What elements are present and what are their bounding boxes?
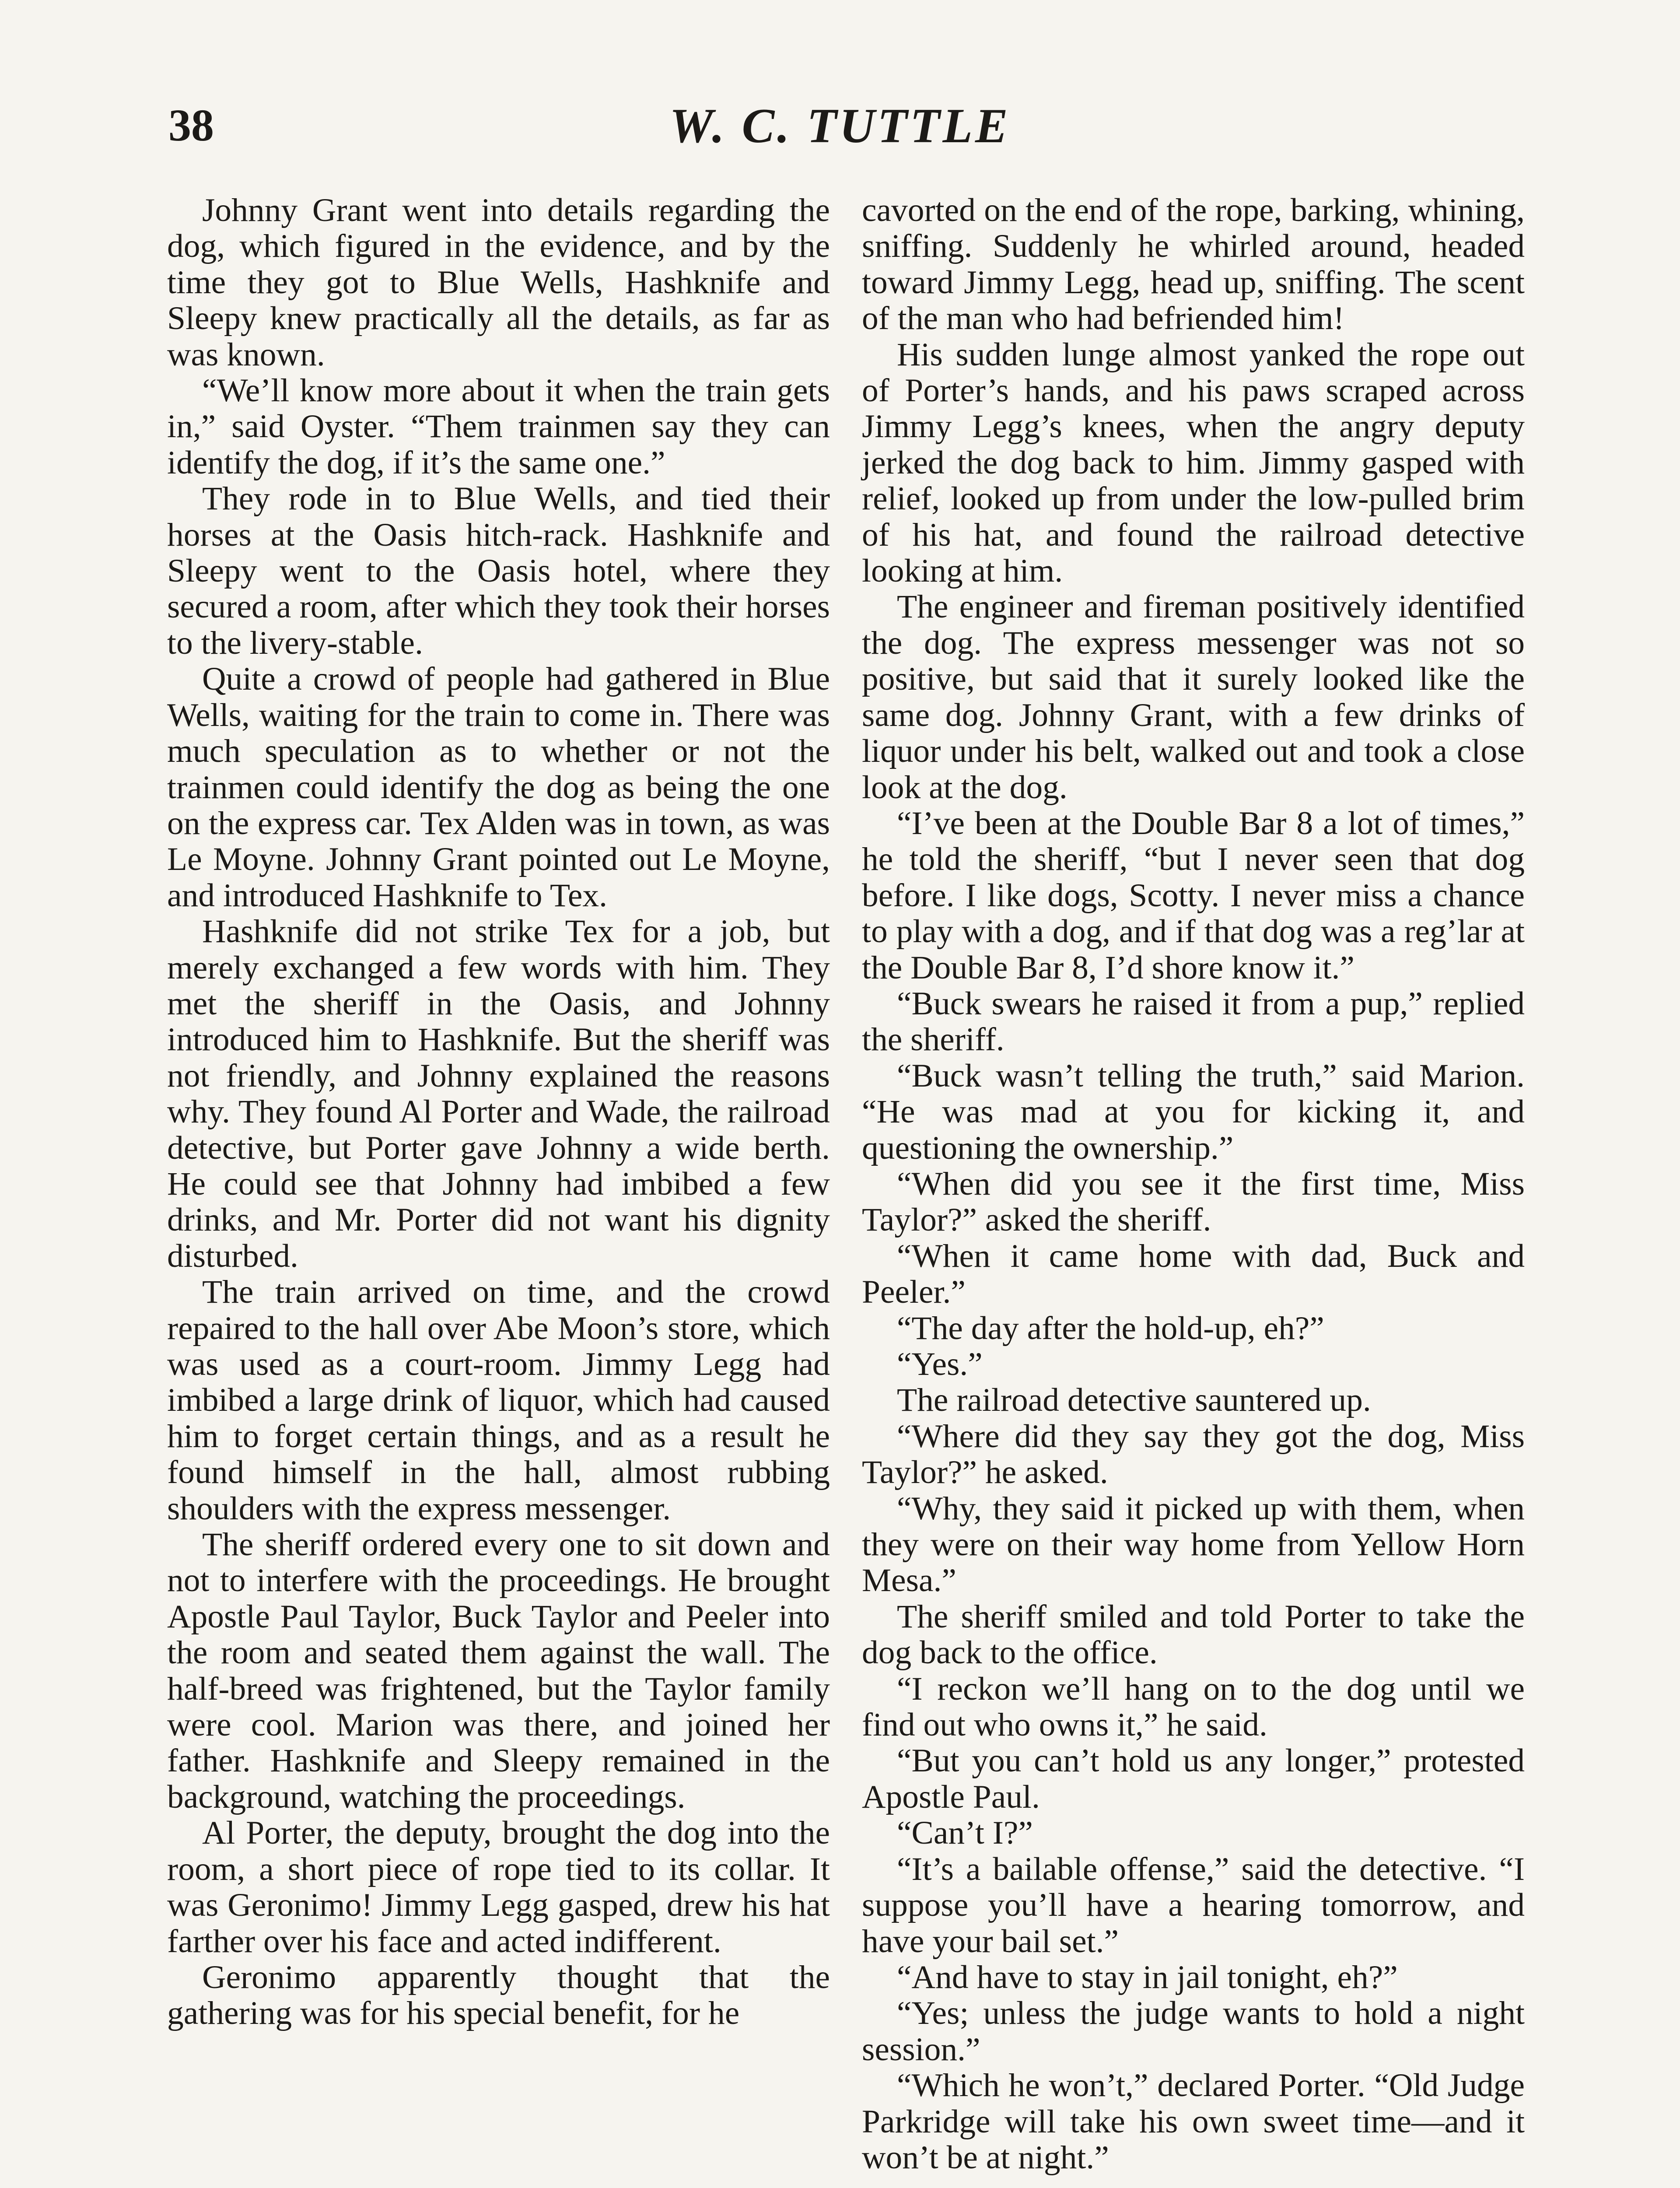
text-column-right bbox=[862, 193, 1525, 2176]
paragraph: “When did you see it the first time, Miss Taylor?” asked the sheriff. bbox=[862, 1165, 1525, 1238]
paragraph: Geronimo apparently thought that the gathering was for his special benefit, for he bbox=[167, 1959, 830, 2032]
page-number: 38 bbox=[168, 100, 214, 151]
paragraph: “And have to stay in jail tonight, eh?” bbox=[897, 1959, 1398, 1995]
paragraph: “Why, they said it picked up with them, when they were on their way home from Yellow Horn Mesa.” bbox=[862, 1490, 1525, 1599]
paragraph: “Which he won’t,” declared Porter. “Old Judge Parkridge will take his own sweet time—and it won’t be at night.” bbox=[862, 2067, 1525, 2176]
paragraph: “When it came home with dad, Buck and Peeler.” bbox=[862, 1238, 1525, 1311]
paragraph: Johnny Grant went into details regarding the dog, which figured in the evidence, and by the time they got to Blue Wells, Hashknife and Sleepy knew practically all the details, as far as was known. bbox=[167, 192, 830, 373]
paragraph: The sheriff ordered every one to sit down and not to interfere with the proceedings. He brought Apostle Paul Taylor, Buck Taylor and Peeler into the room and seated them against the wall. The half-breed was frightened, but the Taylor family were cool. Marion was there, and joined her father. Hashknife and Sleepy remained in the background, watching the proceedings. bbox=[167, 1526, 830, 1815]
paragraph: “It’s a bailable offense,” said the detective. “I suppose you’ll have a hearing tomorrow, and have your bail set.” bbox=[862, 1851, 1525, 1960]
paragraph: “I’ve been at the Double Bar 8 a lot of times,” he told the sheriff, “but I never seen that dog before. I like dogs, Scotty. I never miss a chance to play with a dog, and if that dog was a reg’lar at the Double Bar 8, I’d shore know it.” bbox=[862, 805, 1525, 986]
paragraph-continued: cavorted on the end of the rope, barking, whining, sniffing. Suddenly he whirled around, headed toward Jimmy Legg, head up, sniffing. The scent of the man who had befriended him! bbox=[862, 192, 1525, 337]
paragraph: “But you can’t hold us any longer,” protested Apostle Paul. bbox=[862, 1743, 1525, 1815]
paragraph: “We’ll know more about it when the train gets in,” said Oyster. “Them trainmen say they can identify the dog, if it’s the same one.” bbox=[167, 372, 830, 481]
paragraph: “Buck wasn’t telling the truth,” said Marion. “He was mad at you for kicking it, and questioning the ownership.” bbox=[862, 1057, 1525, 1166]
paragraph: “Buck swears he raised it from a pup,” replied the sheriff. bbox=[862, 985, 1525, 1058]
paragraph: The sheriff smiled and told Porter to take the dog back to the office. bbox=[862, 1598, 1525, 1671]
paragraph: “Yes.” bbox=[897, 1346, 983, 1382]
paragraph: Al Porter, the deputy, brought the dog into the room, a short piece of rope tied to its collar. It was Geronimo! Jimmy Legg gasped, drew his hat farther over his face and acted indifferent. bbox=[167, 1815, 830, 1960]
paragraph: Quite a crowd of people had gathered in Blue Wells, waiting for the train to come in. There was much speculation as to whether or not the trainmen could identify the dog as being the one on the express car. Tex Alden was in town, as was Le Moyne. Johnny Grant pointed out Le Moyne, and introduced Hashknife to Tex. bbox=[167, 661, 830, 914]
paragraph: “I reckon we’ll hang on to the dog until we find out who owns it,” he said. bbox=[862, 1670, 1525, 1743]
text-column-left bbox=[167, 193, 830, 2032]
paragraph: “Yes; unless the judge wants to hold a night session.” bbox=[862, 1995, 1525, 2068]
paragraph: The train arrived on time, and the crowd repaired to the hall over Abe Moon’s store, which was used as a court-room. Jimmy Legg had imbibed a large drink of liquor, which had caused him to forget certain things, and as a result he found himself in the hall, almost rubbing shoulders with the express messenger. bbox=[167, 1274, 830, 1527]
paragraph: Hashknife did not strike Tex for a job, but merely exchanged a few words with him. They met the sheriff in the Oasis, and Johnny introduced him to Hashknife. But the sheriff was not friendly, and Johnny explained the reasons why. They found Al Porter and Wade, the railroad detective, but Porter gave Johnny a wide berth. He could see that Johnny had imbibed a few drinks, and Mr. Porter did not want his dignity disturbed. bbox=[167, 913, 830, 1274]
paragraph: “Where did they say they got the dog, Miss Taylor?” he asked. bbox=[862, 1418, 1525, 1491]
paragraph: The railroad detective sauntered up. bbox=[897, 1382, 1371, 1419]
paragraph: The engineer and fireman positively identified the dog. The express messenger was not so positive, but said that it surely looked like the same dog. Johnny Grant, with a few drinks of liquor under his belt, walked out and took a close look at the dog. bbox=[862, 589, 1525, 806]
paragraph: “Can’t I?” bbox=[897, 1815, 1033, 1851]
running-head: W. C. TUTTLE bbox=[669, 99, 1011, 153]
paragraph: His sudden lunge almost yanked the rope out of Porter’s hands, and his paws scraped across Jimmy Legg’s knees, when the angry deputy jerked the dog back to him. Jimmy gasped with relief, looked up from under the low-pulled brim of his hat, and found the railroad detective looking at him. bbox=[862, 336, 1525, 589]
paragraph: “The day after the hold-up, eh?” bbox=[897, 1310, 1324, 1346]
paragraph: They rode in to Blue Wells, and tied their horses at the Oasis hitch-rack. Hashknife and Sleepy went to the Oasis hotel, where they secured a room, after which they took their horses to the livery-stable. bbox=[167, 480, 830, 661]
